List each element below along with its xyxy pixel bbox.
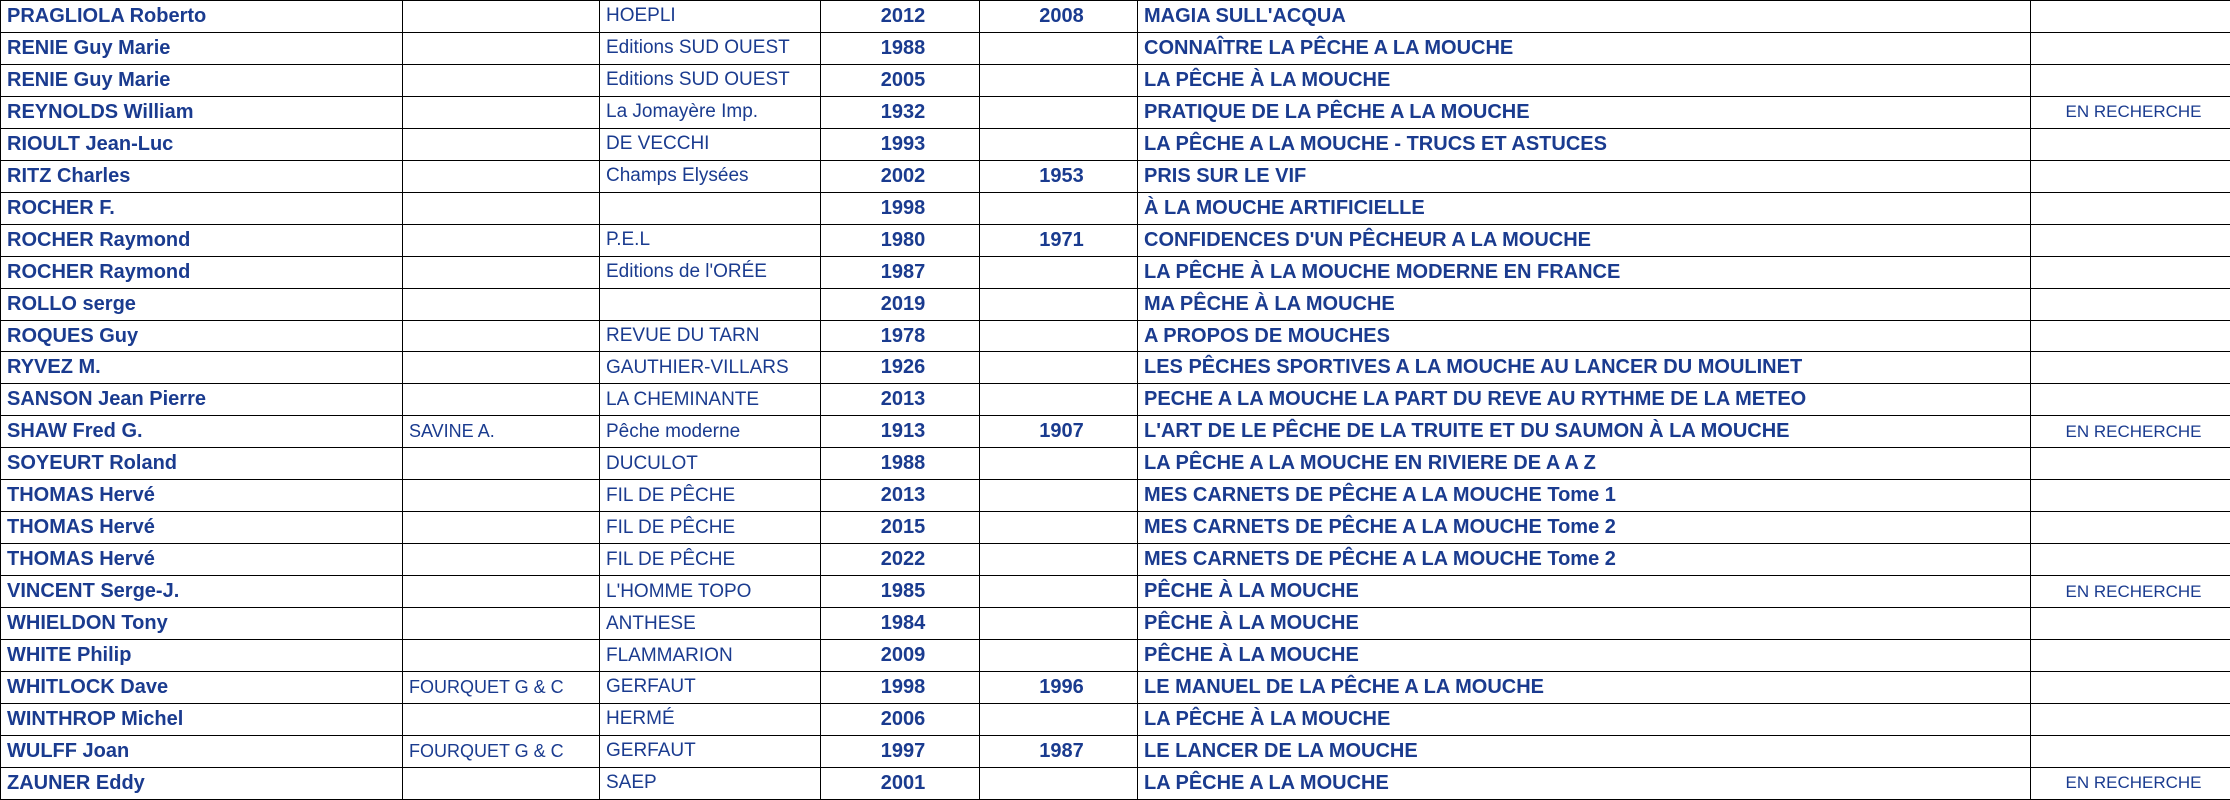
table-row	[1, 735, 2230, 767]
title-cell[interactable]: PECHE A LA MOUCHE LA PART DU REVE AU RYTHME DE LA METEO	[1138, 384, 2031, 416]
coauthor-cell[interactable]	[403, 224, 600, 256]
status-cell[interactable]: EN RECHERCHE	[2031, 416, 2230, 448]
publisher-cell[interactable]: HOEPLI	[600, 1, 821, 33]
status-cell[interactable]	[2031, 1, 2230, 33]
status-cell[interactable]	[2031, 448, 2230, 480]
table-row	[1, 96, 2230, 128]
publisher-cell[interactable]: Editions SUD OUEST	[600, 64, 821, 96]
original-year-cell[interactable]: 2008	[980, 1, 1138, 33]
coauthor-cell[interactable]	[403, 576, 600, 608]
author-cell[interactable]: THOMAS Hervé	[1, 512, 403, 544]
coauthor-cell[interactable]: FOURQUET G & C	[403, 735, 600, 767]
status-cell[interactable]: EN RECHERCHE	[2031, 576, 2230, 608]
coauthor-cell[interactable]	[403, 448, 600, 480]
author-cell[interactable]: PRAGLIOLA Roberto	[1, 1, 403, 33]
original-year-cell[interactable]: 1987	[980, 735, 1138, 767]
status-cell[interactable]	[2031, 512, 2230, 544]
publisher-cell[interactable]: SAEP	[600, 767, 821, 799]
publisher-cell[interactable]	[600, 288, 821, 320]
year-cell[interactable]: 1987	[821, 256, 980, 288]
year-cell[interactable]: 1913	[821, 416, 980, 448]
coauthor-cell[interactable]	[403, 767, 600, 799]
original-year-cell[interactable]	[980, 32, 1138, 64]
table-row	[1, 192, 2230, 224]
coauthor-cell[interactable]	[403, 64, 600, 96]
author-cell[interactable]: RIOULT Jean-Luc	[1, 128, 403, 160]
coauthor-cell[interactable]	[403, 320, 600, 352]
author-cell[interactable]: THOMAS Hervé	[1, 480, 403, 512]
coauthor-cell[interactable]	[403, 512, 600, 544]
original-year-cell[interactable]: 1907	[980, 416, 1138, 448]
original-year-cell[interactable]	[980, 448, 1138, 480]
status-cell[interactable]	[2031, 352, 2230, 384]
publisher-cell[interactable]: FIL DE PÊCHE	[600, 544, 821, 576]
title-cell[interactable]: PRIS SUR LE VIF	[1138, 160, 2031, 192]
publisher-cell[interactable]: Champs Elysées	[600, 160, 821, 192]
status-cell[interactable]	[2031, 288, 2230, 320]
author-cell[interactable]: ROLLO serge	[1, 288, 403, 320]
title-cell[interactable]: À LA MOUCHE ARTIFICIELLE	[1138, 192, 2031, 224]
coauthor-cell[interactable]	[403, 1, 600, 33]
year-cell[interactable]: 2015	[821, 512, 980, 544]
table-row	[1, 128, 2230, 160]
title-cell[interactable]: A PROPOS DE MOUCHES	[1138, 320, 2031, 352]
publisher-cell[interactable]	[600, 192, 821, 224]
coauthor-cell[interactable]	[403, 608, 600, 640]
title-cell[interactable]: MES CARNETS DE PÊCHE A LA MOUCHE Tome 2	[1138, 544, 2031, 576]
author-cell[interactable]: ROCHER Raymond	[1, 256, 403, 288]
title-cell[interactable]: L'ART DE LE PÊCHE DE LA TRUITE ET DU SAUMON À LA MOUCHE	[1138, 416, 2031, 448]
author-cell[interactable]: ROCHER Raymond	[1, 224, 403, 256]
coauthor-cell[interactable]	[403, 160, 600, 192]
coauthor-cell[interactable]: SAVINE A.	[403, 416, 600, 448]
table-row	[1, 703, 2230, 735]
status-cell[interactable]	[2031, 384, 2230, 416]
status-cell[interactable]	[2031, 128, 2230, 160]
year-cell[interactable]: 2002	[821, 160, 980, 192]
title-cell[interactable]: LE LANCER DE LA MOUCHE	[1138, 735, 2031, 767]
author-cell[interactable]: RENIE Guy Marie	[1, 64, 403, 96]
original-year-cell[interactable]	[980, 640, 1138, 672]
title-cell[interactable]: MES CARNETS DE PÊCHE A LA MOUCHE Tome 2	[1138, 512, 2031, 544]
year-cell[interactable]: 1998	[821, 192, 980, 224]
original-year-cell[interactable]	[980, 320, 1138, 352]
year-cell[interactable]: 1980	[821, 224, 980, 256]
coauthor-cell[interactable]	[403, 256, 600, 288]
status-cell[interactable]	[2031, 672, 2230, 704]
status-cell[interactable]	[2031, 735, 2230, 767]
original-year-cell[interactable]	[980, 96, 1138, 128]
publisher-cell[interactable]: DE VECCHI	[600, 128, 821, 160]
title-cell[interactable]: MES CARNETS DE PÊCHE A LA MOUCHE Tome 1	[1138, 480, 2031, 512]
year-cell[interactable]: 2013	[821, 480, 980, 512]
publisher-cell[interactable]: DUCULOT	[600, 448, 821, 480]
original-year-cell[interactable]	[980, 128, 1138, 160]
table-row	[1, 320, 2230, 352]
original-year-cell[interactable]	[980, 480, 1138, 512]
year-cell[interactable]: 2009	[821, 640, 980, 672]
original-year-cell[interactable]	[980, 544, 1138, 576]
table-row	[1, 224, 2230, 256]
title-cell[interactable]: LA PÊCHE À LA MOUCHE	[1138, 703, 2031, 735]
coauthor-cell[interactable]	[403, 128, 600, 160]
title-cell[interactable]: LA PÊCHE A LA MOUCHE EN RIVIERE DE A A Z	[1138, 448, 2031, 480]
table-row	[1, 640, 2230, 672]
table-row	[1, 384, 2230, 416]
coauthor-cell[interactable]	[403, 352, 600, 384]
year-cell[interactable]: 2001	[821, 767, 980, 799]
author-cell[interactable]: WHIELDON Tony	[1, 608, 403, 640]
title-cell[interactable]: CONNAÎTRE LA PÊCHE A LA MOUCHE	[1138, 32, 2031, 64]
year-cell[interactable]: 2019	[821, 288, 980, 320]
table-row	[1, 512, 2230, 544]
status-cell[interactable]	[2031, 160, 2230, 192]
author-cell[interactable]: WHITE Philip	[1, 640, 403, 672]
title-cell[interactable]: LA PÊCHE A LA MOUCHE - TRUCS ET ASTUCES	[1138, 128, 2031, 160]
coauthor-cell[interactable]	[403, 640, 600, 672]
status-cell[interactable]	[2031, 32, 2230, 64]
year-cell[interactable]: 1932	[821, 96, 980, 128]
table-row	[1, 767, 2230, 799]
publisher-cell[interactable]: GERFAUT	[600, 672, 821, 704]
table-row	[1, 448, 2230, 480]
table-row	[1, 256, 2230, 288]
publisher-cell[interactable]: HERMÉ	[600, 703, 821, 735]
original-year-cell[interactable]	[980, 608, 1138, 640]
title-cell[interactable]: PÊCHE À LA MOUCHE	[1138, 640, 2031, 672]
publisher-cell[interactable]: FIL DE PÊCHE	[600, 480, 821, 512]
original-year-cell[interactable]	[980, 512, 1138, 544]
table-row	[1, 608, 2230, 640]
original-year-cell[interactable]	[980, 64, 1138, 96]
author-cell[interactable]: VINCENT Serge-J.	[1, 576, 403, 608]
year-cell[interactable]: 1997	[821, 735, 980, 767]
status-cell[interactable]	[2031, 480, 2230, 512]
year-cell[interactable]: 1984	[821, 608, 980, 640]
original-year-cell[interactable]: 1953	[980, 160, 1138, 192]
coauthor-cell[interactable]	[403, 288, 600, 320]
year-cell[interactable]: 2005	[821, 64, 980, 96]
coauthor-cell[interactable]	[403, 544, 600, 576]
year-cell[interactable]: 2022	[821, 544, 980, 576]
publisher-cell[interactable]: Pêche moderne	[600, 416, 821, 448]
coauthor-cell[interactable]	[403, 32, 600, 64]
publisher-cell[interactable]: L'HOMME TOPO	[600, 576, 821, 608]
coauthor-cell[interactable]	[403, 96, 600, 128]
year-cell[interactable]: 1985	[821, 576, 980, 608]
title-cell[interactable]: LA PÊCHE À LA MOUCHE MODERNE EN FRANCE	[1138, 256, 2031, 288]
original-year-cell[interactable]	[980, 352, 1138, 384]
table-row	[1, 544, 2230, 576]
title-cell[interactable]: PÊCHE À LA MOUCHE	[1138, 608, 2031, 640]
coauthor-cell[interactable]: FOURQUET G & C	[403, 672, 600, 704]
original-year-cell[interactable]	[980, 384, 1138, 416]
author-cell[interactable]: WINTHROP Michel	[1, 703, 403, 735]
table-row	[1, 64, 2230, 96]
title-cell[interactable]: MA PÊCHE À LA MOUCHE	[1138, 288, 2031, 320]
author-cell[interactable]: THOMAS Hervé	[1, 544, 403, 576]
table-row	[1, 32, 2230, 64]
table-row	[1, 288, 2230, 320]
publisher-cell[interactable]: FLAMMARION	[600, 640, 821, 672]
author-cell[interactable]: SANSON Jean Pierre	[1, 384, 403, 416]
author-cell[interactable]: SOYEURT Roland	[1, 448, 403, 480]
author-cell[interactable]: RITZ Charles	[1, 160, 403, 192]
table-row	[1, 160, 2230, 192]
author-cell[interactable]: ROQUES Guy	[1, 320, 403, 352]
title-cell[interactable]: LE MANUEL DE LA PÊCHE A LA MOUCHE	[1138, 672, 2031, 704]
publisher-cell[interactable]: La Jomayère Imp.	[600, 96, 821, 128]
author-cell[interactable]: ZAUNER Eddy	[1, 767, 403, 799]
year-cell[interactable]: 1993	[821, 128, 980, 160]
year-cell[interactable]: 1988	[821, 448, 980, 480]
status-cell[interactable]	[2031, 256, 2230, 288]
status-cell[interactable]: EN RECHERCHE	[2031, 767, 2230, 799]
original-year-cell[interactable]	[980, 767, 1138, 799]
title-cell[interactable]: MAGIA SULL'ACQUA	[1138, 1, 2031, 33]
title-cell[interactable]: CONFIDENCES D'UN PÊCHEUR A LA MOUCHE	[1138, 224, 2031, 256]
original-year-cell[interactable]: 1996	[980, 672, 1138, 704]
table-row	[1, 480, 2230, 512]
author-cell[interactable]: REYNOLDS William	[1, 96, 403, 128]
original-year-cell[interactable]	[980, 576, 1138, 608]
original-year-cell[interactable]: 1971	[980, 224, 1138, 256]
year-cell[interactable]: 1988	[821, 32, 980, 64]
year-cell[interactable]: 1978	[821, 320, 980, 352]
publisher-cell[interactable]: LA CHEMINANTE	[600, 384, 821, 416]
author-cell[interactable]: RYVEZ M.	[1, 352, 403, 384]
publisher-cell[interactable]: Editions de l'ORÉE	[600, 256, 821, 288]
publisher-cell[interactable]: P.E.L	[600, 224, 821, 256]
status-cell[interactable]	[2031, 192, 2230, 224]
publisher-cell[interactable]: REVUE DU TARN	[600, 320, 821, 352]
title-cell[interactable]: PRATIQUE DE LA PÊCHE A LA MOUCHE	[1138, 96, 2031, 128]
status-cell[interactable]	[2031, 703, 2230, 735]
title-cell[interactable]: LA PÊCHE À LA MOUCHE	[1138, 64, 2031, 96]
table-row	[1, 576, 2230, 608]
status-cell[interactable]	[2031, 544, 2230, 576]
original-year-cell[interactable]	[980, 288, 1138, 320]
publisher-cell[interactable]: FIL DE PÊCHE	[600, 512, 821, 544]
status-cell[interactable]	[2031, 64, 2230, 96]
year-cell[interactable]: 2006	[821, 703, 980, 735]
author-cell[interactable]: SHAW Fred G.	[1, 416, 403, 448]
publisher-cell[interactable]: GERFAUT	[600, 735, 821, 767]
original-year-cell[interactable]	[980, 256, 1138, 288]
coauthor-cell[interactable]	[403, 703, 600, 735]
status-cell[interactable]	[2031, 224, 2230, 256]
coauthor-cell[interactable]	[403, 192, 600, 224]
table-row	[1, 416, 2230, 448]
title-cell[interactable]: PÊCHE À LA MOUCHE	[1138, 576, 2031, 608]
publisher-cell[interactable]: ANTHESE	[600, 608, 821, 640]
year-cell[interactable]: 1998	[821, 672, 980, 704]
status-cell[interactable]	[2031, 320, 2230, 352]
author-cell[interactable]: WHITLOCK Dave	[1, 672, 403, 704]
status-cell[interactable]: EN RECHERCHE	[2031, 96, 2230, 128]
table-row	[1, 1, 2230, 33]
publisher-cell[interactable]: GAUTHIER-VILLARS	[600, 352, 821, 384]
author-cell[interactable]: ROCHER F.	[1, 192, 403, 224]
year-cell[interactable]: 2012	[821, 1, 980, 33]
author-cell[interactable]: WULFF Joan	[1, 735, 403, 767]
original-year-cell[interactable]	[980, 192, 1138, 224]
title-cell[interactable]: LA PÊCHE A LA MOUCHE	[1138, 767, 2031, 799]
table-body	[1, 1, 2230, 800]
publisher-cell[interactable]: Editions SUD OUEST	[600, 32, 821, 64]
status-cell[interactable]	[2031, 640, 2230, 672]
coauthor-cell[interactable]	[403, 480, 600, 512]
status-cell[interactable]	[2031, 608, 2230, 640]
coauthor-cell[interactable]	[403, 384, 600, 416]
table-row	[1, 352, 2230, 384]
author-cell[interactable]: RENIE Guy Marie	[1, 32, 403, 64]
year-cell[interactable]: 1926	[821, 352, 980, 384]
year-cell[interactable]: 2013	[821, 384, 980, 416]
table-row	[1, 672, 2230, 704]
original-year-cell[interactable]	[980, 703, 1138, 735]
title-cell[interactable]: LES PÊCHES SPORTIVES A LA MOUCHE AU LANCER DU MOULINET	[1138, 352, 2031, 384]
